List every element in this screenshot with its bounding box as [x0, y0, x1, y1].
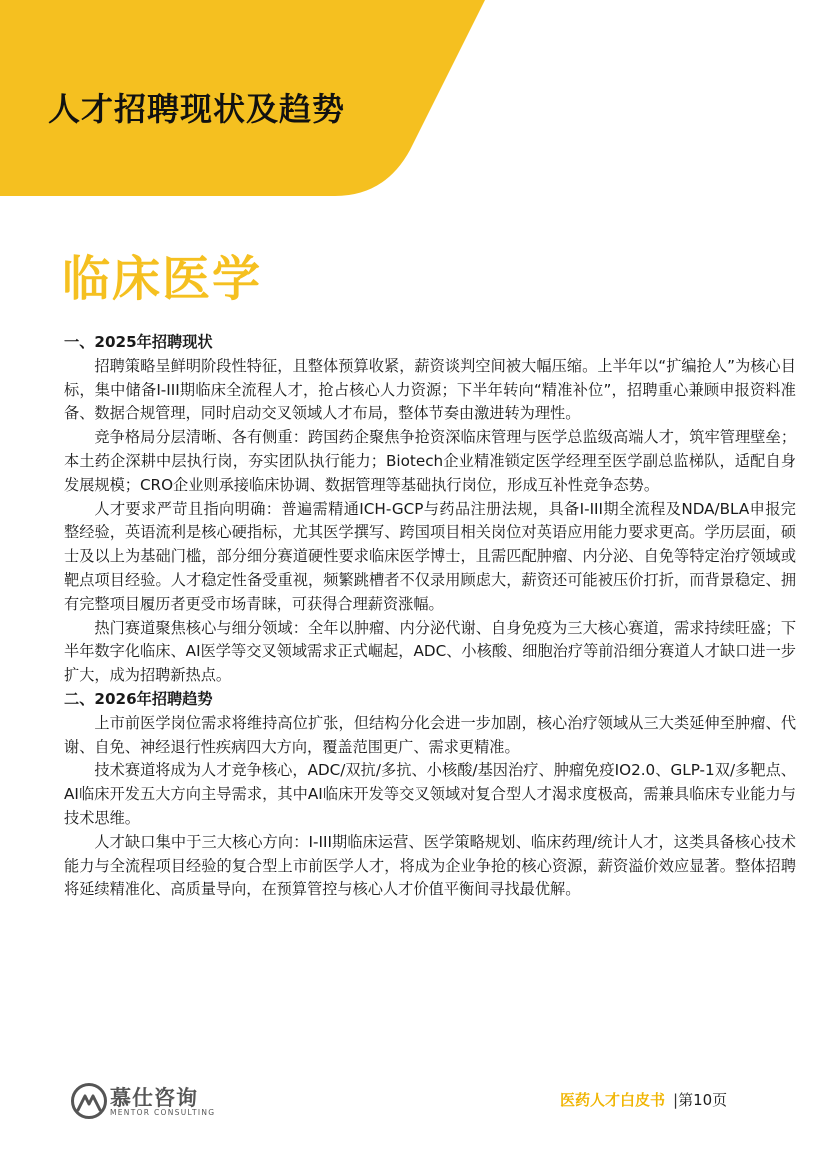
- main-content: [64, 331, 796, 902]
- heading-2025-status: 一、2025年招聘现状: [64, 333, 213, 351]
- footer-page-info: [560, 1089, 727, 1110]
- publication-title: 医药人才白皮书: [560, 1091, 666, 1109]
- logo-subtitle: MENTOR CONSULTING: [110, 1108, 216, 1117]
- heading-2026-trends: 二、2026年招聘趋势: [64, 689, 213, 708]
- footer-divider: |: [673, 1091, 679, 1109]
- paragraph-hot-tracks: 热门赛道聚焦核心与细分领域：全年以肿瘤、内分泌代谢、自身免疫为三大核心赛道，需求持续旺盛；下半年数字化临床、AI医学等交叉领域需求正式崛起，ADC、小核酸、细胞治疗等前沿细分赛道人才缺口进一步扩大，成为招聘新热点。: [64, 618, 796, 685]
- paragraph-requirements: 人才要求严苛且指向明确：普遍需精通ICH-GCP与药品注册法规，具备I-III期全流程及NDA/BLA申报完整经验，英语流利是核心硬指标，尤其医学撰写、跨国项目相关岗位对英语应用能力要求更高。学历层面，硕士及以上为基础门槛，部分细分赛道硬性要求临床医学博士，且需匹配肿瘤、内分泌、自免等特定治疗领域或靶点项目经验。人才稳定性备受重视，频繁跳槽者不仅录用顾虑大，薪资还可能被压价打折，而背景稳定、拥有完整项目履历者更受市场青睐，可获得合理薪资涨幅。: [64, 499, 796, 613]
- page-number: 第10页: [678, 1091, 728, 1109]
- logo-mark-icon: [70, 1082, 108, 1120]
- paragraph-demand: 上市前医学岗位需求将维持高位扩张，但结构分化会进一步加剧，核心治疗领域从三大类延伸至肿瘤、代谢、自免、神经退行性疾病四大方向，覆盖范围更广、需求更精准。: [64, 713, 796, 756]
- paragraph-strategy: 招聘策略呈鲜明阶段性特征，且整体预算收紧，薪资谈判空间被大幅压缩。上半年以“扩编抢人”为核心目标，集中储备I-III期临床全流程人才，抢占核心人力资源；下半年转向“精准补位”，招聘重心兼顾申报资料准备、数据合规管理，同时启动交叉领域人才布局，整体节奏由激进转为理性。: [64, 356, 796, 423]
- logo-name: 慕仕咨询: [110, 1086, 198, 1110]
- paragraph-competition: 竞争格局分层清晰、各有侧重：跨国药企聚焦争抢资深临床管理与医学总监级高端人才，筑牢管理壁垒；本土药企深耕中层执行岗，夯实团队执行能力；Biotech企业精准锁定医学经理至医学副总监梯队，适配自身发展规模；CRO企业则承接临床协调、数据管理等基础执行岗位，形成互补性竞争态势。: [64, 428, 796, 494]
- paragraph-talent-gap: 人才缺口集中于三大核心方向：I-III期临床运营、医学策略规划、临床药理/统计人才，这类具备核心技术能力与全流程项目经验的复合型上市前医学人才，将成为企业争抢的核心资源，薪资溢价效应显著。整体招聘将延续精准化、高质量导向，在预算管控与核心人才价值平衡间寻找最优解。: [64, 832, 796, 899]
- paragraph-tech-tracks: 技术赛道将成为人才竞争核心，ADC/双抗/多抗、小核酸/基因治疗、肿瘤免疫IO2.0、GLP-1双/多靶点、AI临床开发五大方向主导需求，其中AI临床开发等交叉领域对复合型人才渴求度极高，需兼具临床专业能力与技术思维。: [64, 761, 796, 827]
- header-title: 人才招聘现状及趋势: [48, 90, 346, 128]
- company-logo: [70, 1080, 220, 1124]
- section-title: 临床医学: [62, 251, 263, 307]
